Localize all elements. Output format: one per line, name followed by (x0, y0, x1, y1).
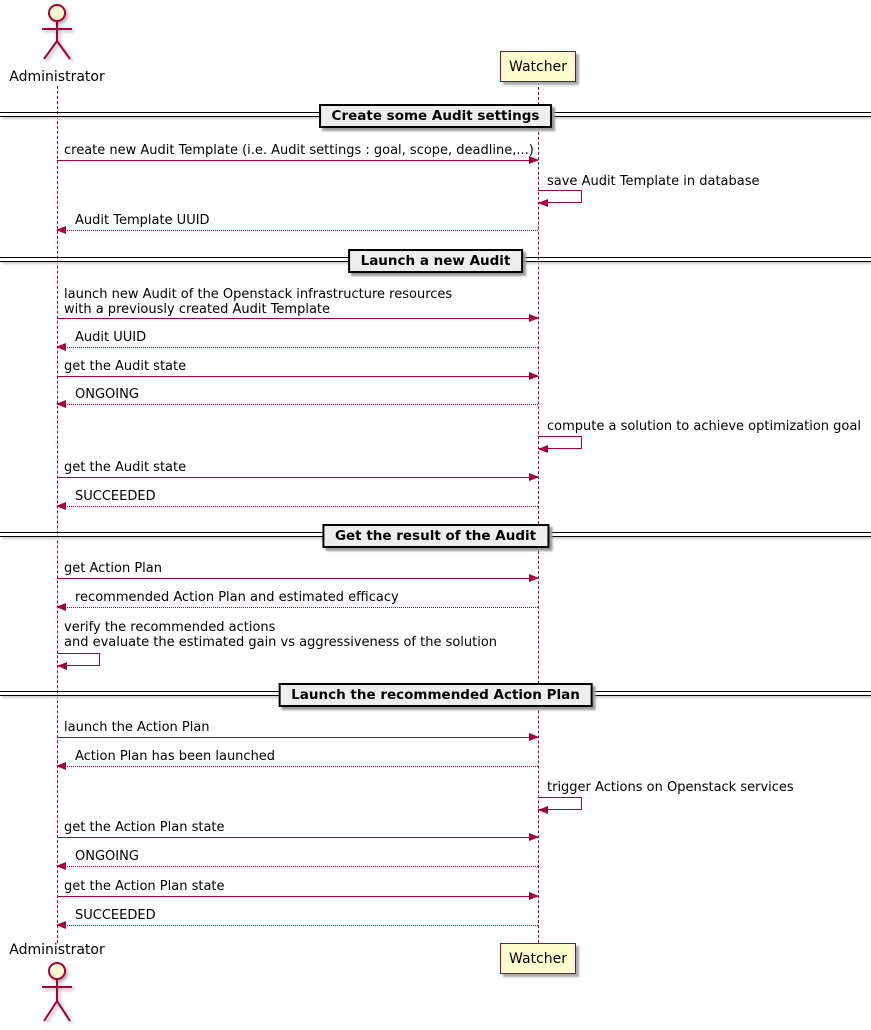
divider-launch-recommended-action-plan (278, 683, 593, 707)
divider-create-audit-settings (319, 104, 553, 128)
message-get-action-plan-state-2: get the Action Plan state (64, 879, 225, 894)
arrow-ongoing-2 (57, 866, 538, 867)
arrow-launch-new-audit (57, 318, 538, 319)
divider-3-label: Get the result of the Audit (334, 528, 537, 544)
divider-get-result-of-audit (322, 524, 549, 548)
message-create-audit-template: create new Audit Template (i.e. Audit settings : goal, scope, deadline,...) (64, 143, 534, 158)
message-action-plan-launched: Action Plan has been launched (75, 749, 276, 764)
message-succeeded-2: SUCCEEDED (75, 908, 156, 923)
self-arrow-trigger-actions (538, 797, 582, 810)
message-launch-action-plan: launch the Action Plan (64, 720, 210, 735)
arrow-audit-uuid (57, 347, 538, 348)
message-verify-actions-line1: verify the recommended actions (64, 620, 276, 635)
arrow-action-plan-launched (57, 766, 538, 767)
divider-launch-new-audit (348, 249, 524, 273)
message-succeeded-1: SUCCEEDED (75, 489, 156, 504)
divider-1-label: Create some Audit settings (331, 108, 540, 124)
message-get-action-plan: get Action Plan (64, 561, 162, 576)
watcher-label-top: Watcher (509, 58, 567, 75)
message-ongoing-1: ONGOING (75, 387, 139, 402)
watcher-participant-top (500, 51, 576, 82)
message-audit-uuid: Audit UUID (75, 330, 147, 345)
administrator-label-bottom: Administrator (9, 942, 105, 958)
watcher-participant-bottom (500, 943, 576, 974)
divider-2-label: Launch a new Audit (360, 253, 511, 269)
arrow-get-audit-state-2 (57, 477, 538, 478)
message-recommended-action-plan: recommended Action Plan and estimated efficacy (75, 590, 399, 605)
self-arrow-save-audit-template (538, 190, 582, 203)
arrow-get-audit-state-1 (57, 376, 538, 377)
administrator-actor-icon (38, 2, 76, 64)
arrow-succeeded-2 (57, 925, 538, 926)
arrow-recommended-action-plan (57, 607, 538, 608)
message-launch-new-audit-line1: launch new Audit of the Openstack infrastructure resources (64, 287, 453, 302)
administrator-label-top: Administrator (9, 69, 105, 85)
message-get-audit-state-1: get the Audit state (64, 359, 187, 374)
arrow-create-audit-template (57, 160, 538, 161)
arrow-succeeded-1 (57, 506, 538, 507)
arrow-launch-action-plan (57, 737, 538, 738)
message-compute-solution: compute a solution to achieve optimization goal (547, 419, 861, 434)
message-audit-template-uuid: Audit Template UUID (75, 213, 210, 228)
message-ongoing-2: ONGOING (75, 849, 139, 864)
divider-4-label: Launch the recommended Action Plan (291, 687, 580, 703)
administrator-actor-bottom-icon (38, 959, 76, 1027)
arrow-audit-template-uuid (57, 230, 538, 231)
self-arrow-verify-actions (57, 653, 100, 666)
message-get-action-plan-state-1: get the Action Plan state (64, 820, 225, 835)
arrow-ongoing-1 (57, 404, 538, 405)
message-save-audit-template: save Audit Template in database (547, 174, 760, 189)
message-get-audit-state-2: get the Audit state (64, 460, 187, 475)
arrow-get-action-plan (57, 578, 538, 579)
administrator-lifeline (57, 86, 58, 943)
self-arrow-compute-solution (538, 436, 582, 449)
message-trigger-actions: trigger Actions on Openstack services (547, 780, 794, 795)
message-launch-new-audit-line2: with a previously created Audit Template (64, 302, 331, 317)
message-verify-actions-line2: and evaluate the estimated gain vs aggressiveness of the solution (64, 635, 498, 650)
arrow-get-action-plan-state-2 (57, 896, 538, 897)
arrow-get-action-plan-state-1 (57, 837, 538, 838)
watcher-label-bottom: Watcher (509, 950, 567, 967)
